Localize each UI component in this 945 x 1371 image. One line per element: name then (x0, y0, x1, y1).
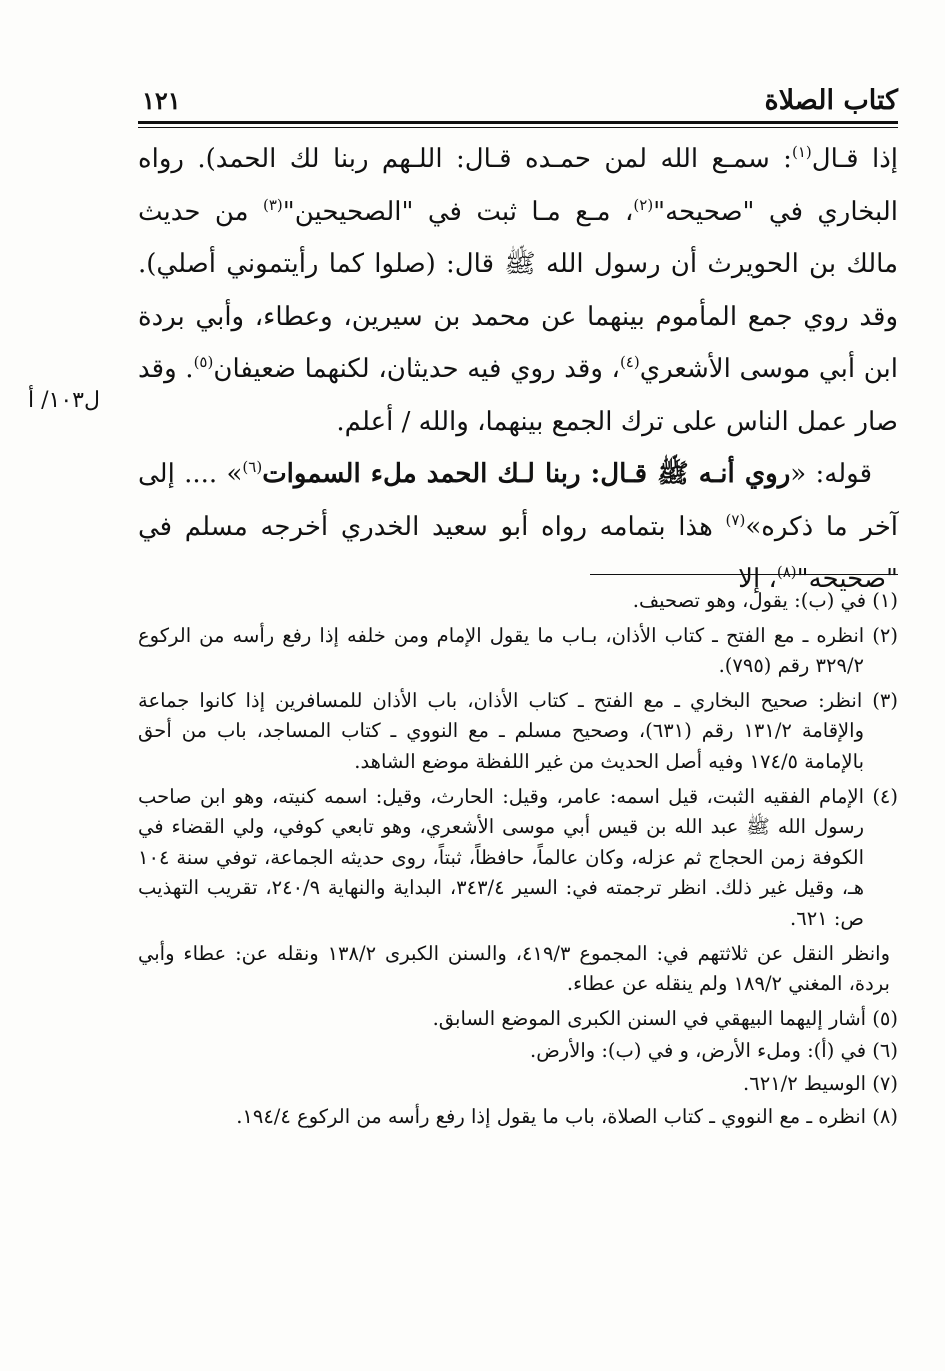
footnote-text: الوسيط ٦٢١/٢. (743, 1071, 867, 1095)
quoted-text-bold: روي أنـه ﷺ قـال: ربنا لـك الحمد ملء السموات (262, 459, 791, 489)
text-span: من حديث مالك بن الحويرث أن رسول الله ﷺ قال: (صلوا كما رأيتموني أصلي). وقد روي جمع المأموم بينهما عن محمد بن سيرين، وعطاء، وأبي بردة ابن أبي موسى الأشعري (138, 196, 898, 384)
text-span: : سمـع الله لمن حمـده قـال: اللـهم ربنا لك الحمد). رواه البخاري في "صحيحه" (138, 144, 899, 227)
paragraph-2 (138, 448, 898, 606)
footnote-ref-8: (٨) (776, 563, 797, 581)
main-text (138, 133, 898, 606)
text-span: . وقد صار عمل الناس على ترك الجمع بينهما، والله / أعلم. (138, 354, 898, 437)
footnote-4 (138, 782, 898, 935)
footnote-text: انظره ـ مع النووي ـ كتاب الصلاة، باب ما يقول إذا رفع رأسه من الركوع ١٩٤/٤. (236, 1104, 867, 1128)
footnote-text: انظره ـ مع الفتح ـ كتاب الأذان، بـاب ما يقول الإمام ومن خلفه إذا رفع رأسه من الركوع ٣٢٩/٢ رقم (٧٩٥). (138, 623, 865, 678)
footnote-ref-6: (٦) (242, 458, 263, 476)
footnote-number: (١) (872, 589, 898, 612)
page-number: ١٢١ (142, 86, 181, 115)
footnote-ref-2: (٢) (633, 195, 654, 214)
footnote-ref-5: (٥) (193, 353, 214, 371)
footnote-number: (٣) (872, 688, 898, 712)
footnote-number: (٢) (872, 623, 898, 647)
text-span: ، مـع مـا ثبت في "الصحيحين" (282, 196, 634, 227)
footnote-ref-4: (٤) (619, 353, 640, 371)
text-span: » .... إلى آخر ما ذكره» (138, 459, 898, 542)
footnote-ref-1: (١) (791, 143, 812, 161)
text-span: إذا قـال (811, 144, 899, 174)
footnote-text: أشار إليهما البيهقي في السنن الكبرى الموضع السابق. (432, 1006, 867, 1030)
footnote-number: (٥) (872, 1006, 898, 1030)
text-span: هذا بتمامه رواه أبو سعيد الخدري أخرجه مسلم في "صحيحه" (138, 511, 898, 594)
footnote-text: الإمام الفقيه الثبت، قيل اسمه: عامر، وقيل: الحارث، وقيل: اسمه كنيته، وهو ابن صاحب رسول الله ﷺ عبد الله بن قيس أبي موسى الأشعري، وهو تابعي كوفي، ولي القضاء في الكوفة زمن الحجاج ثم عزله، وكان عالماً، حافظاً، ثبتاً، روى حديثه الجماعة، توفي سنة ١٠٤ هـ، وقيل غير ذلك. انظر ترجمته في: السير ٣٤٣/٤، البداية والنهاية ٢٤٠/٩، تقريب التهذيب ص: ٦٢١. (138, 784, 865, 930)
footnote-text: في (ب): يقول، وهو تصحيف. (632, 589, 867, 612)
footnote-ref-3: (٣) (263, 195, 283, 214)
text-span: قوله: « (790, 459, 872, 489)
footnote-text: في (أ): وملء الأرض، و في (ب): والأرض. (530, 1039, 867, 1063)
footnote-7 (138, 1069, 898, 1100)
footnote-number: (٨) (872, 1104, 898, 1128)
header-rule-thick (138, 121, 898, 124)
footnote-number: (٤) (872, 784, 899, 808)
footnote-text: وانظر النقل عن ثلاثتهم في: المجموع ٤١٩/٣، والسنن الكبرى ١٣٨/٢ ونقله عن: عطاء وأبي بردة، المغني ١٨٩/٢ ولم ينقله عن عطاء. (138, 941, 891, 996)
footnote-separator (590, 574, 898, 575)
paragraph-1 (138, 133, 898, 448)
footnote-3 (138, 686, 898, 778)
manuscript-folio-note: ل١٠٣/ أ (28, 388, 100, 413)
text-span: ، إلا (738, 564, 777, 594)
footnote-8 (138, 1102, 898, 1133)
footnote-5 (138, 1004, 898, 1035)
chapter-title: كتاب الصلاة (764, 85, 898, 116)
footnote-number: (٦) (872, 1039, 898, 1063)
footnote-number: (٧) (872, 1071, 898, 1095)
footnote-ref-7: (٧) (725, 510, 746, 529)
footnotes (138, 586, 898, 1134)
footnote-1 (138, 586, 898, 617)
footnote-4-continuation (138, 939, 898, 1000)
footnote-6 (138, 1036, 898, 1067)
header-rule-thin (138, 127, 898, 128)
running-header (138, 84, 898, 118)
footnote-text: انظر: صحيح البخاري ـ مع الفتح ـ كتاب الأذان، باب الأذان للمسافرين إذا كانوا جماعة والإقامة ١٣١/٢ رقم (٦٣١)، وصحيح مسلم ـ مع النووي ـ كتاب المساجد، باب من أحق بالإمامة ١٧٤/٥ وفيه أصل الحديث من غير اللفظة موضع الشاهد. (138, 688, 864, 773)
text-span: ، وقد روي فيه حديثان، لكنهما ضعيفان (213, 354, 620, 384)
footnote-2 (138, 621, 898, 682)
